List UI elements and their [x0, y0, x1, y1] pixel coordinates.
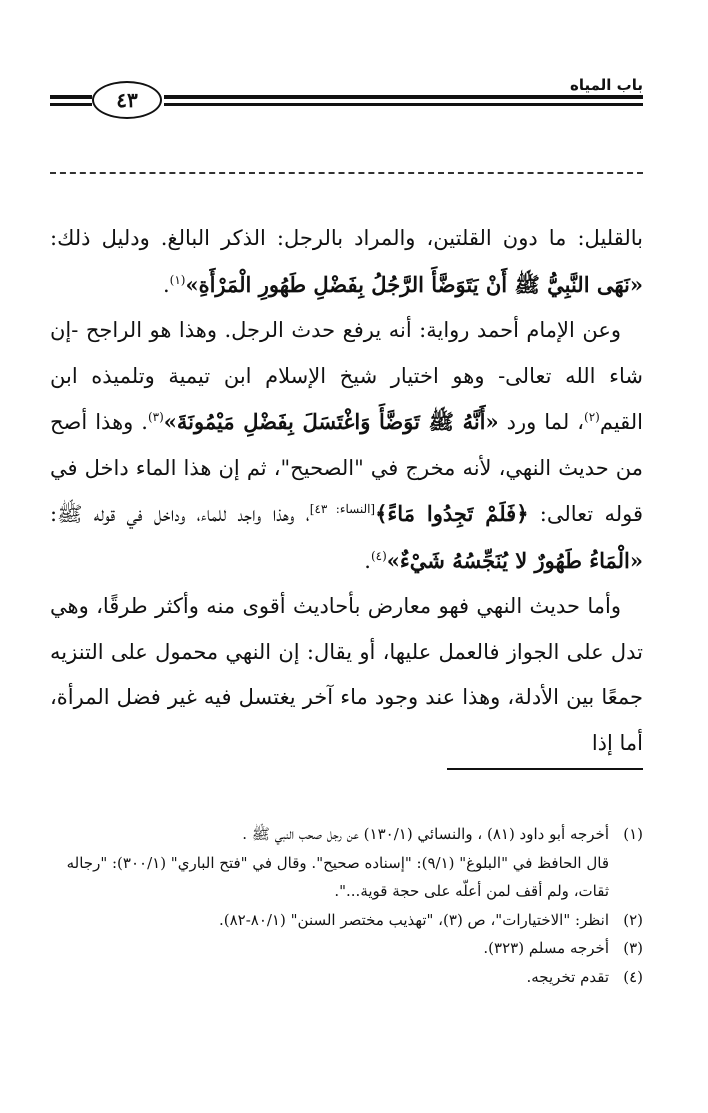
page-header: [50, 76, 643, 124]
footnote-ref: (٢): [584, 410, 600, 424]
footnote: (٢) انظر: "الاختيارات"، ص (٣)، "تهذيب مختصر السنن" (٨٠/١-٨٢).: [218, 910, 643, 929]
footnote-continuation: قال الحافظ في "البلوغ" (٩/١): "إسناده صحيح". وقال في "فتح الباري" (٣٠٠/١): "رجاله ثقات، ولم أقف لمن أعلّه على حجة قوية...".: [66, 853, 609, 900]
footnote: (٣) أخرجه مسلم (٣٢٣).: [483, 939, 643, 957]
paragraph: بالقليل: ما دون القلتين، والمراد بالرجل: الذكر البالغ. ودليل ذلك: «نَهَى النَّبِيُّ ﷺ أَنْ يَتَوَضَّأَ الرَّجُلُ بِفَضْلِ طَهُورِ الْمَرْأَةِ»$^{(١)}$.: [50, 226, 643, 297]
footnote-ref: (٣): [147, 410, 164, 424]
quran-quote: ﴿فَلَمْ تَجِدُوا مَاءً﴾: [375, 501, 529, 526]
footnote-separator: [447, 768, 643, 770]
header-rule: [164, 103, 643, 106]
verse-reference: [النساء: ٤٣]: [309, 502, 376, 516]
header-rule: [50, 103, 92, 106]
main-text: [50, 216, 643, 766]
footnotes: [50, 820, 643, 991]
footnote-ref: (٤): [370, 548, 387, 563]
hadith-quote: «الْمَاءُ طَهُورٌ لا يُنَجِّسُهُ شَيْءٌ»: [386, 547, 643, 573]
paragraph: وعن الإمام أحمد رواية: أنه يرفع حدث الرجل. وهذا هو الراجح -إن شاء الله تعالى- وهو اختيار شيخ الإسلام ابن تيمية وتلميذه ابن القيم$^{(٢)}$، لما ورد «أَنَّهُ ﷺ تَوَضَّأَ وَاغْتَسَلَ بِفَضْلِ مَيْمُونَةَ»$^{(٣)}$. وهذا أصح من حديث النهي، لأنه مخرج في "الصحيح"، ثم إن هذا الماء داخل في قوله تعالى: ﴿فَلَمْ تَجِدُوا مَاءً﴾[النساء: ٤٣]، وهذا واجد للماء، وداخل في قوله ﷺ: «الْمَاءُ طَهُورٌ لا يُنَجِّسُهُ شَيْءٌ»$^{(٤)}$.: [50, 318, 644, 573]
footnote: (٤) تقدم تخريجه.: [526, 967, 643, 986]
chapter-title: باب المياه: [569, 76, 643, 94]
hadith-quote: «أَنَّهُ ﷺ تَوَضَّأَ وَاغْتَسَلَ بِفَضْلِ مَيْمُونَةَ»: [163, 409, 499, 434]
hadith-quote: «نَهَى النَّبِيُّ ﷺ أَنْ يَتَوَضَّأَ الرَّجُلُ بِفَضْلِ طَهُورِ الْمَرْأَةِ»: [185, 271, 643, 297]
header-rule: [164, 95, 643, 99]
footnote-ref: (١): [169, 272, 186, 287]
footnote: (١) أخرجه أبو داود (٨١) ، والنسائي (١٣٠/١) عن رجل صحب النبي ﷺ .: [242, 825, 643, 843]
dashed-divider: [50, 172, 643, 174]
header-rule: [50, 95, 92, 99]
paragraph: وأما حديث النهي فهو معارض بأحاديث أقوى منه وأكثر طرقًا، وهي تدل على الجواز فالعمل عليها، أو يقال: إن النهي محمول على التنزيه جمعًا بين الأدلة، وهذا عند وجود ماء آخر يغتسل فيه غير فضل المرأة، أما إذا: [50, 594, 643, 755]
page-number: ٤٣: [92, 81, 162, 119]
